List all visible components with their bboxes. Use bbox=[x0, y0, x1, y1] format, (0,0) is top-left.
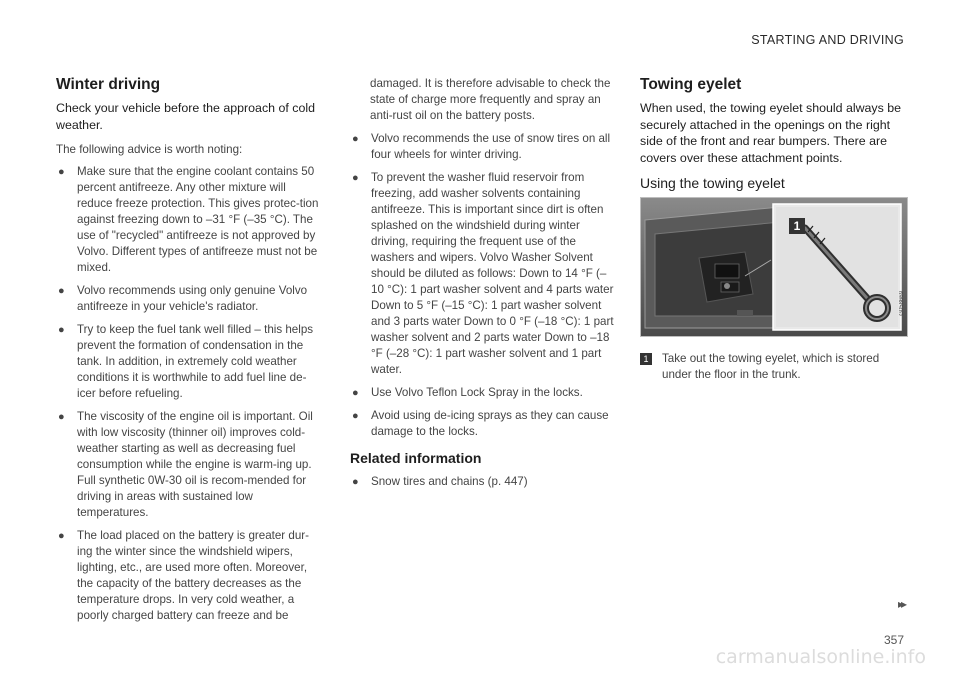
running-header: STARTING AND DRIVING bbox=[751, 33, 904, 47]
battery-continuation: damaged. It is therefore advisable to check the state of charge more frequently and spray an anti-rust oil on the battery posts. bbox=[370, 77, 611, 122]
list-item: ● Volvo recommends using only genuine Volvo antifreeze in your vehicle's radiator. bbox=[58, 284, 308, 313]
towing-eyelet-lead: When used, the towing eyelet should always be securely attached in the openings on the right side of the front and rear bumpers. There are covers over these attachment points. bbox=[640, 101, 902, 165]
page-number: 357 bbox=[883, 633, 904, 647]
related-link[interactable]: ● Snow tires and chains (p. 447) bbox=[352, 475, 528, 488]
list-item: ● Try to keep the fuel tank well filled – this helps prevent the formation of condensation in the tank. In addition, in extremely cold weather conditions it is worthwhile to add fuel line de-icer before refueling. bbox=[58, 323, 314, 400]
winter-driving-intro: The following advice is worth noting: bbox=[56, 143, 243, 156]
list-item: ● Make sure that the engine coolant contains 50 percent antifreeze. Any other mixture will reduce freeze protection. This gives protec-tion against freezing down to –31 °F (–35 °C). The use of "recycled" antifreeze is not approved by Volvo. Different types of antifreeze must not be mixed. bbox=[58, 165, 319, 274]
bullet-icon: ● bbox=[58, 285, 65, 297]
callout-text: Take out the towing eyelet, which is stored under the floor in the trunk. bbox=[662, 352, 880, 381]
list-item: ● The viscosity of the engine oil is important. Oil with low viscosity (thinner oil) improves cold-weather starting as well as decreasing fuel consumption while the engine is warm-ing up. Full synthetic 0W-30 oil is recom-mended for driving in areas with sustained low temperatures. bbox=[58, 410, 313, 519]
using-towing-eyelet-heading: Using the towing eyelet bbox=[640, 175, 785, 191]
winter-driving-heading: Winter driving bbox=[56, 76, 161, 93]
column-towing-eyelet bbox=[640, 76, 908, 383]
towing-eyelet-heading: Towing eyelet bbox=[640, 76, 742, 93]
towing-eyelet-illustration bbox=[640, 197, 908, 337]
related-links-list bbox=[350, 474, 614, 490]
trunk-illustration bbox=[641, 198, 907, 336]
list-item: ● Use Volvo Teflon Lock Spray in the locks. bbox=[352, 386, 583, 399]
callout-step bbox=[640, 351, 908, 383]
related-information-heading: Related information bbox=[350, 450, 482, 466]
bullet-icon: ● bbox=[58, 411, 65, 423]
winter-advice-list-continued bbox=[350, 131, 614, 440]
winter-driving-lead: Check your vehicle before the approach of cold weather. bbox=[56, 101, 315, 132]
bullet-icon: ● bbox=[352, 410, 359, 422]
winter-advice-list bbox=[56, 164, 320, 624]
column-winter-driving bbox=[56, 76, 320, 631]
bullet-icon: ● bbox=[352, 387, 359, 399]
bullet-icon: ● bbox=[352, 476, 359, 488]
bullet-icon: ● bbox=[352, 172, 359, 184]
figure-callout-badge: 1 bbox=[789, 218, 805, 234]
next-page-icon[interactable]: ▸▸ bbox=[897, 597, 904, 611]
bullet-icon: ● bbox=[58, 166, 65, 178]
callout-number-badge: 1 bbox=[640, 353, 652, 365]
list-item: ● To prevent the washer fluid reservoir from freezing, add washer solvents containing antifreeze. This is important since dirt is often splashed on the windshield during winter driving, requiring the frequent use of the washers and wipers. Volvo Washer Solvent should be diluted as follows: Down to 14 °F (–10 °C): 1 part washer solvent and 4 parts water Down to 5 °F (–15 °C): 1 part washer solvent and 3 parts water Down to 0 °F (–18 °C): 1 part washer solvent and 2 parts water Down to –18 °F (–28 °C): 1 part washer solvent and 1 part water. bbox=[352, 171, 614, 376]
watermark: carmanualsonline.info bbox=[715, 646, 926, 668]
list-item: ● Avoid using de-icing sprays as they can cause damage to the locks. bbox=[352, 409, 609, 438]
bullet-icon: ● bbox=[352, 133, 359, 145]
list-item: ● Volvo recommends the use of snow tires on all four wheels for winter driving. bbox=[352, 132, 611, 161]
figure-code: G058669 bbox=[899, 291, 905, 316]
list-item: ● The load placed on the battery is greater dur-ing the winter since the windshield wipers, lighting, etc., are used more often. Moreover, the capacity of the battery decreases as the temperature drops. In very cold weather, a poorly charged battery can freeze and be bbox=[58, 529, 310, 622]
column-winter-continued bbox=[350, 76, 614, 497]
bullet-icon: ● bbox=[58, 530, 65, 542]
bullet-icon: ● bbox=[58, 324, 65, 336]
